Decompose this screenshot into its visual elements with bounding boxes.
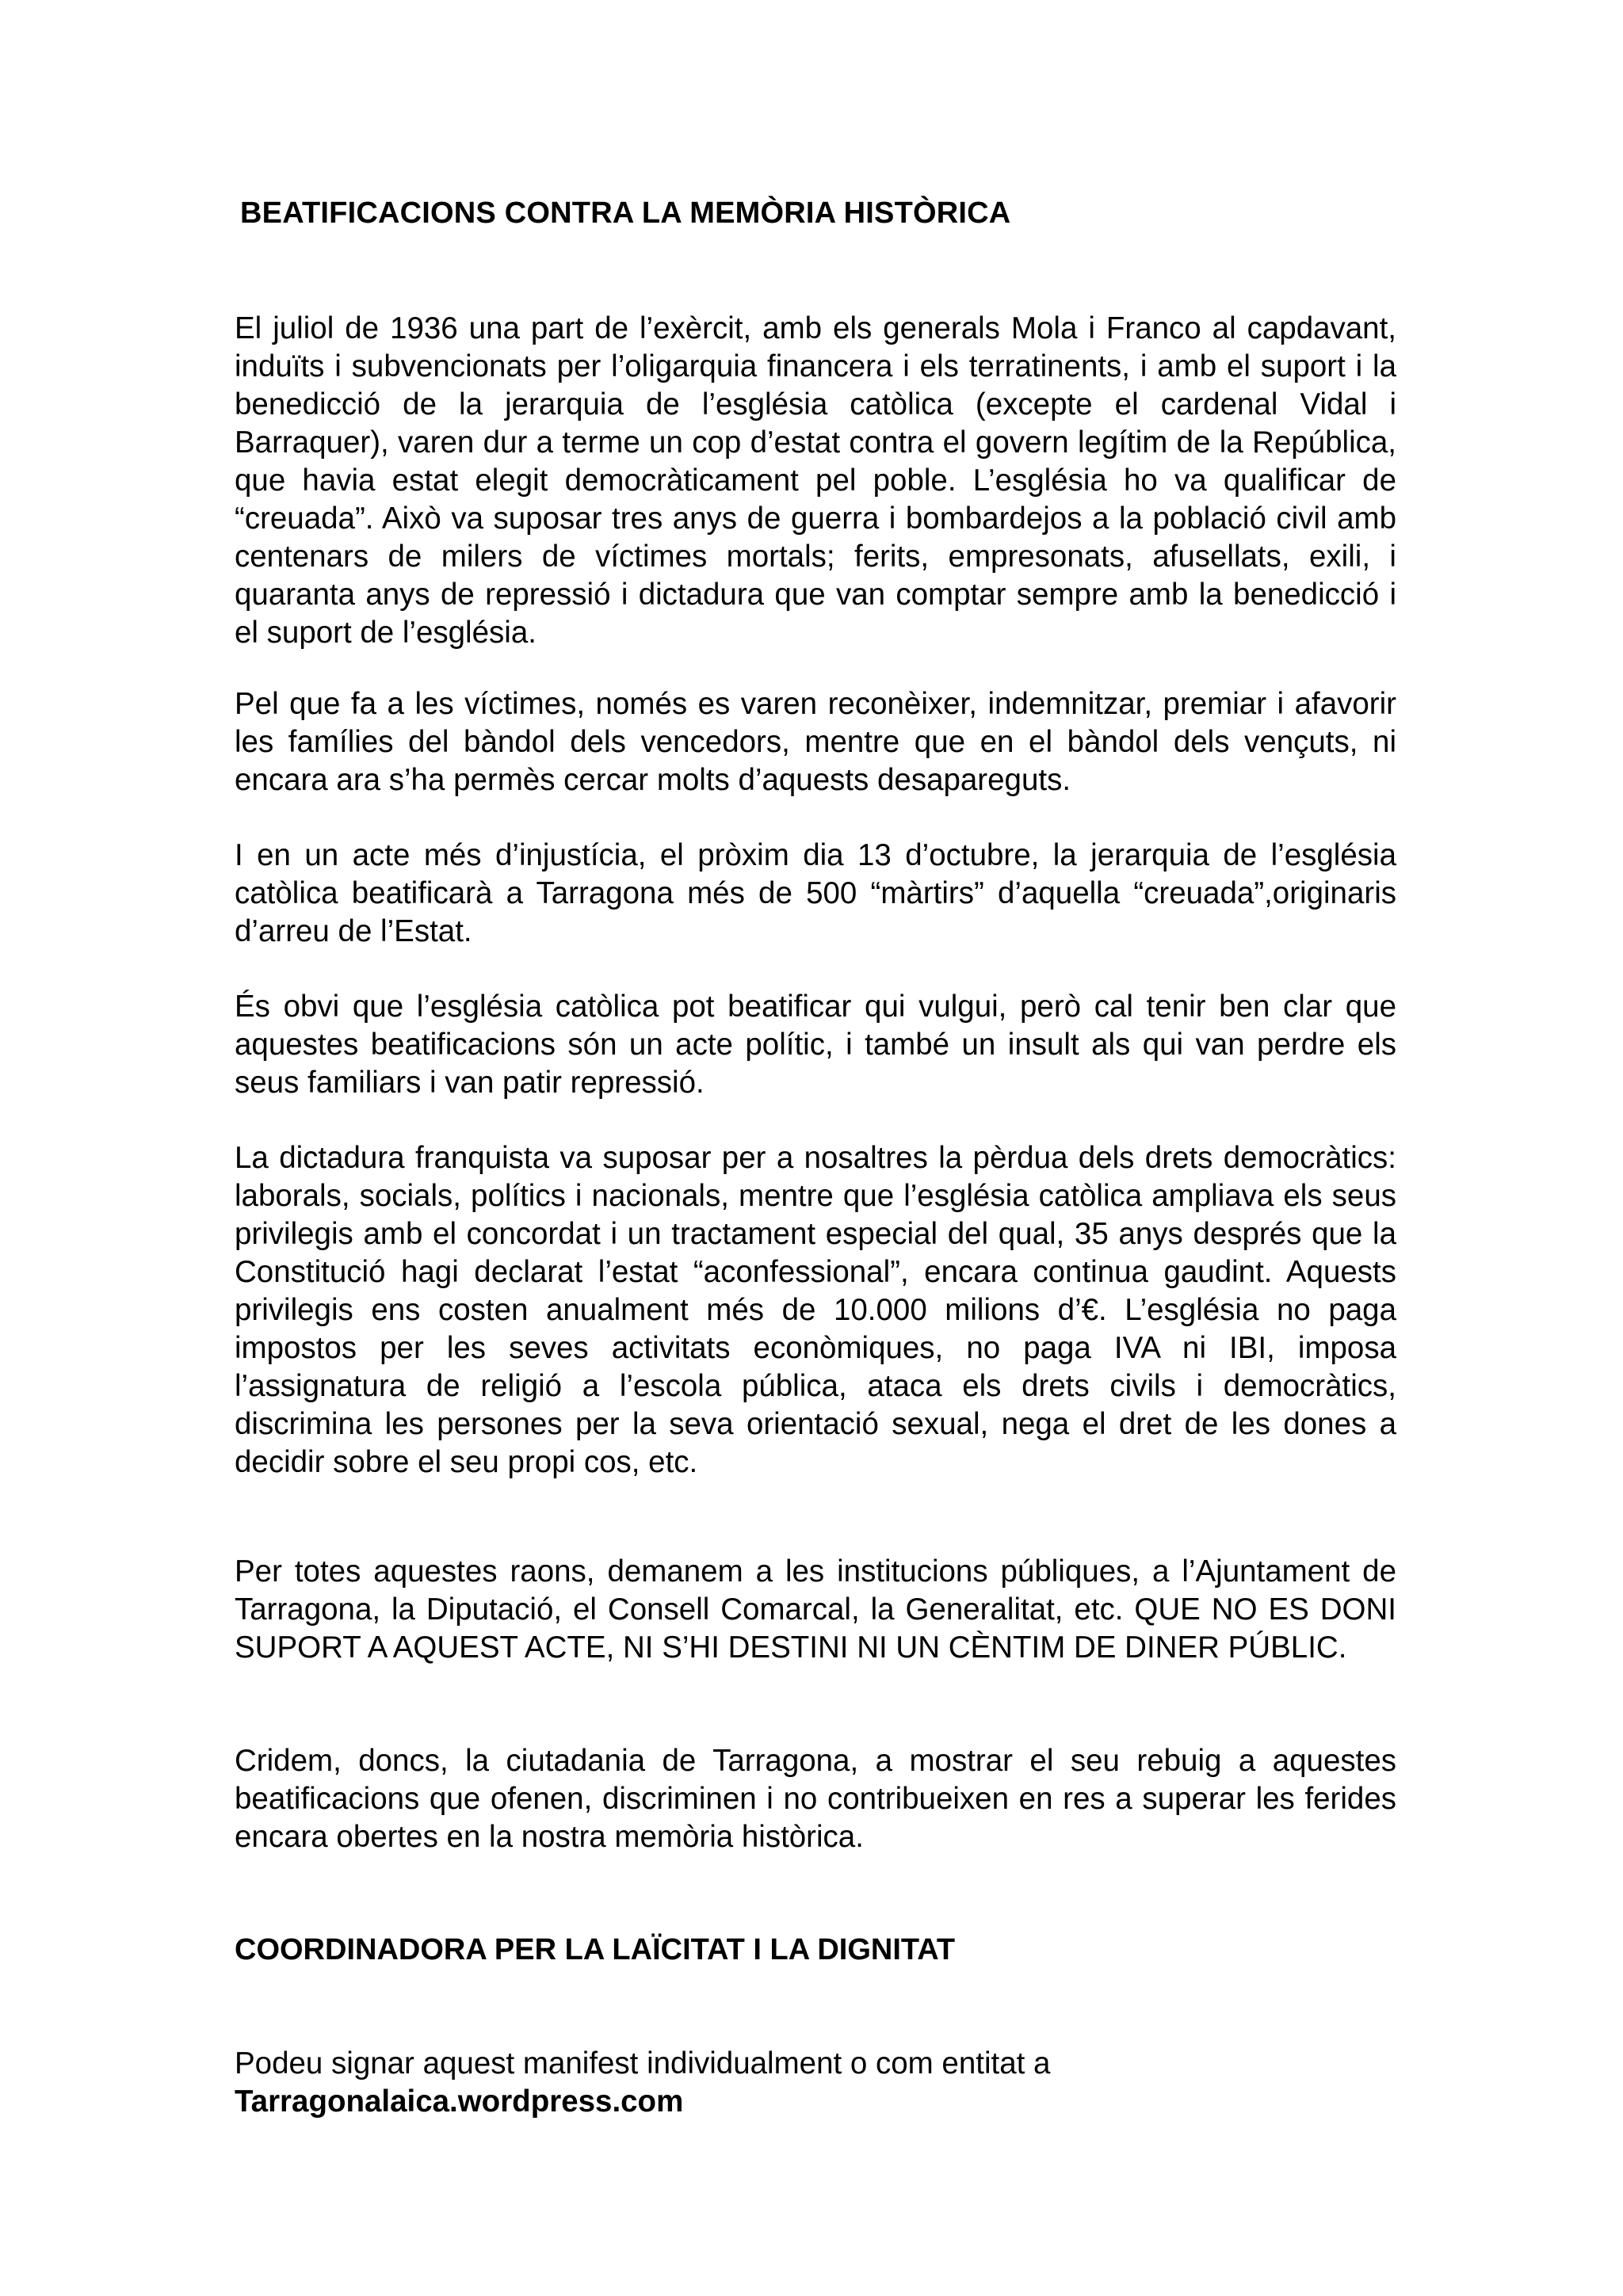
paragraph-3: I en un acte més d’injustícia, el pròxim dia 13 d’octubre, la jerarquia de l’església catòlica beatificarà a Tarragona més de 500 “màrtirs” d’aquella “creuada”,originaris d’arreu de l’Estat. (235, 838, 1396, 948)
paragraph-2: Pel que fa a les víctimes, només es varen reconèixer, indemnitzar, premiar i afavorir les famílies del bàndol dels vencedors, mentre que en el bàndol dels vençuts, ni encara ara s’ha permès cercar molts d’aquests desapareguts. (235, 687, 1396, 797)
paragraph-1: El juliol de 1936 una part de l’exèrcit, amb els generals Mola i Franco al capdavant, induïts i subvencionats per l’oligarquia financera i els terratinents, i amb el suport i la benedicció de la jerarquia de l’església catòlica (excepte el cardenal Vidal i Barraquer), varen dur a terme un cop d’estat contra el govern legítim de la República, que havia estat elegit democràticament pel poble. L’església ho va qualificar de “creuada”. Això va suposar tres anys de guerra i bombardejos a la població civil amb centenars de milers de víctimes mortals; ferits, empresonats, afusellats, exili, i quaranta anys de repressió i dictadura que van comptar sempre amb la benedicció i el suport de l’església. (235, 311, 1396, 650)
paragraph-7: Cridem, doncs, la ciutadania de Tarragona, a mostrar el seu rebuig a aquestes beatificacions que ofenen, discriminen i no contribueixen en res a superar les ferides encara obertes en la nostra memòria històrica. (235, 1744, 1396, 1854)
paragraph-4: És obvi que l’església catòlica pot beatificar qui vulgui, però cal tenir ben clar que aquestes beatificacions són un acte polític, i també un insult als qui van perdre els seus familiars i van patir repressió. (235, 990, 1396, 1100)
document-title: BEATIFICACIONS CONTRA LA MEMÒRIA HISTÒRICA (240, 196, 1011, 230)
footer-website: Tarragonalaica.wordpress.com (235, 2084, 684, 2119)
footer-instructions: Podeu signar aquest manifest individualment o com entitat a (235, 2046, 1051, 2081)
signature: COORDINADORA PER LA LAÏCITAT I LA DIGNITAT (235, 1933, 956, 1966)
paragraph-6: Per totes aquestes raons, demanem a les institucions públiques, a l’Ajuntament de Tarragona, la Diputació, el Consell Comarcal, la Generalitat, etc. QUE NO ES DONI SUPORT A AQUEST ACTE, NI S’HI DESTINI NI UN CÈNTIM DE DINER PÚBLIC. (235, 1554, 1396, 1665)
paragraph-5: La dictadura franquista va suposar per a nosaltres la pèrdua dels drets democràtics: laborals, socials, polítics i nacionals, mentre que l’església catòlica ampliava els seus privilegis amb el concordat i un tractament especial del qual, 35 anys després que la Constitució hagi declarat l’estat “aconfessional”, encara continua gaudint. Aquests privilegis ens costen anualment més de 10.000 milions d’€. L’església no paga impostos per les seves activitats econòmiques, no paga IVA ni IBI, imposa l’assignatura de religió a l’escola pública, ataca els drets civils i democràtics, discrimina les persones per la seva orientació sexual, nega el dret de les dones a decidir sobre el seu propi cos, etc. (235, 1141, 1396, 1479)
